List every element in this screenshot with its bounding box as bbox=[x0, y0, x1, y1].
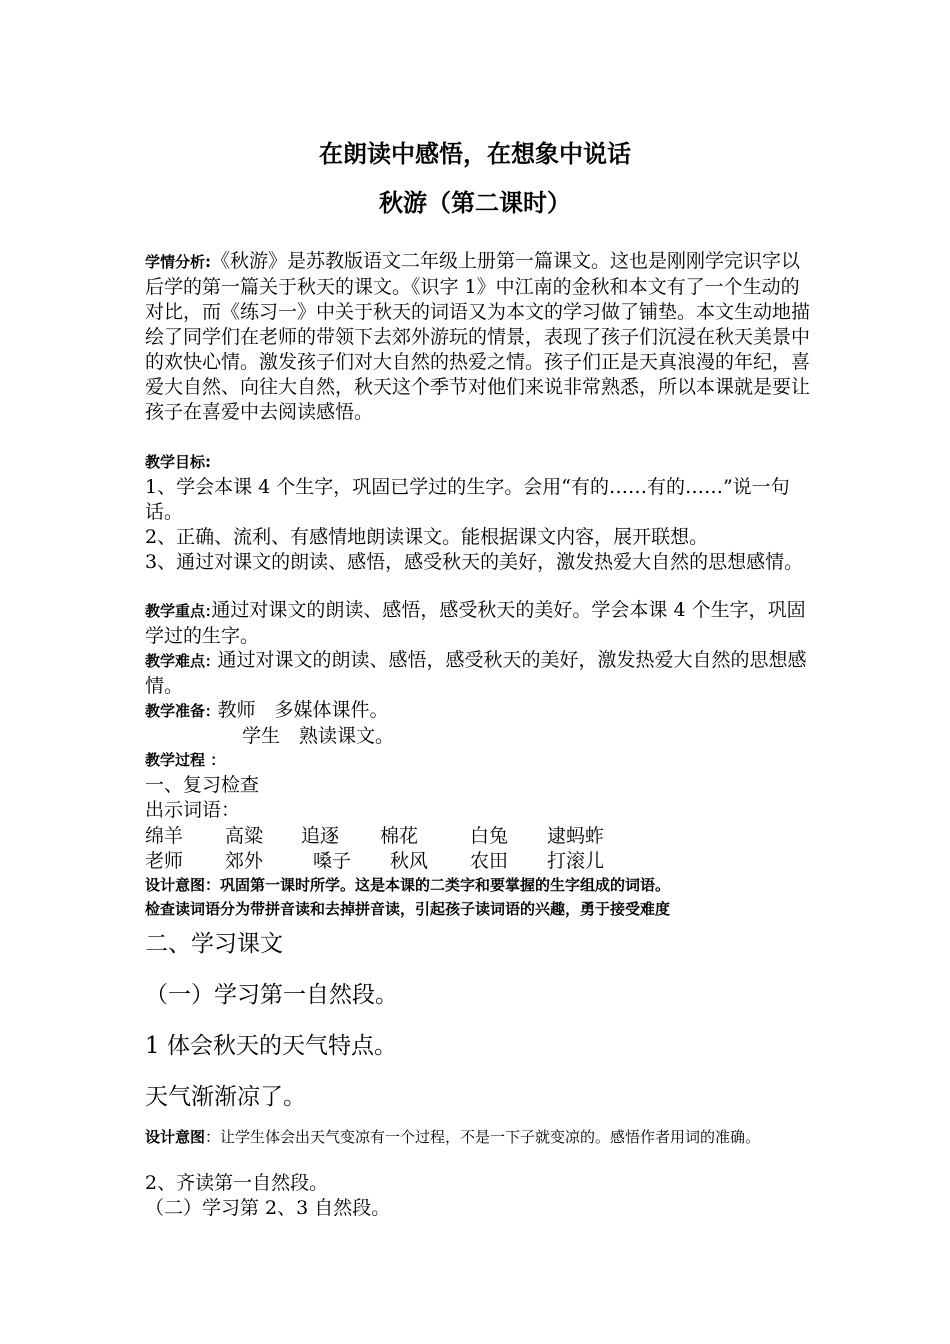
word: 棉花 bbox=[380, 825, 419, 847]
word: 老师 bbox=[145, 850, 184, 872]
word: 逮蚂蚱 bbox=[547, 825, 605, 847]
preparation-line1: : 教师 多媒体课件。 bbox=[205, 699, 389, 721]
design-intent-2-text: ：让学生体会出天气变凉有一个过程，不是一下子就变凉的。感悟作者用词的准确。 bbox=[205, 1128, 761, 1146]
analysis-text: 《秋游》是苏教版语文二年级上册第一篇课文。这也是刚刚学完识字以后学的第一篇关于秋天的课文。《识字 1》中江南的金秋和本文有了一个生动的对比，而《练习一》中关于秋天的词语又为本文的学习做了铺垫。本文生动地描绘了同学们在老师的带领下去郊外游玩的情景，表现了孩子们沉浸在秋天美景中的欢快心情。激发孩子们对大自然的热爱之情。孩子们正是天真浪漫的年纪，喜爱大自然、向往大自然，秋天这个季节对他们来说非常熟悉，所以本课就是要让孩子在喜爱中去阅读感悟。 bbox=[145, 250, 811, 423]
word: 高粱 bbox=[225, 825, 264, 847]
word: 打滚儿 bbox=[547, 850, 605, 872]
word: 秋风 bbox=[390, 850, 429, 872]
goals-label: 教学目标: bbox=[145, 453, 211, 471]
show-words-label: 出示词语： bbox=[145, 799, 241, 821]
process-label: 教学过程 ： bbox=[145, 751, 226, 769]
goals-section bbox=[145, 450, 810, 575]
word: 嗓子 bbox=[313, 850, 352, 872]
para1-title: （一）学习第一自然段。 bbox=[145, 982, 398, 1008]
design-intent-1-line1: 设计意图：巩固第一课时所学。这是本课的二类字和要掌握的生字组成的词语。 bbox=[145, 876, 671, 894]
goal-item-1: 1、学会本课 4 个生字，巩固已学过的生字。会用“有的……有的……”说一句话。 bbox=[145, 476, 790, 523]
review-title: 一、复习检查 bbox=[145, 774, 260, 796]
design-intent-2 bbox=[145, 1124, 810, 1150]
key-point-text: :通过对课文的朗读、感悟，感受秋天的美好。学会本课 4 个生字，巩固学过的生字。 bbox=[145, 599, 806, 647]
word: 农田 bbox=[470, 850, 509, 872]
word: 白兔 bbox=[470, 825, 509, 847]
learn-title: 二、学习课文 bbox=[145, 931, 283, 957]
process-section bbox=[145, 748, 810, 823]
words-row-1 bbox=[145, 821, 810, 846]
preparation-section bbox=[145, 698, 810, 749]
para2-title: （二）学习第 2、3 自然段。 bbox=[145, 1197, 391, 1219]
weather-text: 天气渐渐凉了。 bbox=[145, 1084, 306, 1110]
difficulty-text: : 通过对课文的朗读、感悟，感受秋天的美好，激发热爱大自然的思想感情。 bbox=[145, 649, 807, 697]
design-intent-2-label: 设计意图 bbox=[145, 1128, 206, 1146]
design-intent-1-line2: 检查读词语分为带拼音读和去掉拼音读，引起孩子读词语的兴趣，勇于接受难度 bbox=[145, 900, 671, 918]
word: 郊外 bbox=[225, 850, 264, 872]
preparation-line2: 学生 熟读课文。 bbox=[242, 725, 395, 747]
preparation-label: 教学准备 bbox=[145, 702, 206, 720]
key-point-label: 教学重点 bbox=[145, 602, 206, 620]
goal-item-2: 2、正确、流利、有感情地朗读课文。能根据课文内容，展开联想。 bbox=[145, 526, 709, 548]
key-point-section bbox=[145, 598, 810, 649]
analysis-label: 学情分析: bbox=[145, 253, 211, 271]
difficulty-label: 教学难点 bbox=[145, 652, 206, 670]
step2: 2、齐读第一自然段。 bbox=[145, 1172, 329, 1194]
step1: 1 体会秋天的天气特点。 bbox=[145, 1033, 397, 1059]
goal-item-3: 3、通过对课文的朗读、感悟，感受秋天的美好，激发热爱大自然的思想感情。 bbox=[145, 551, 804, 573]
difficulty-section bbox=[145, 648, 810, 699]
words-row-2 bbox=[145, 846, 810, 871]
document-title: 在朗读中感悟，在想象中说话 bbox=[319, 140, 631, 168]
analysis-section bbox=[145, 249, 810, 425]
document-subtitle: 秋游（第二课时） bbox=[379, 189, 571, 217]
design-intent-1 bbox=[145, 873, 810, 921]
word: 追逐 bbox=[301, 825, 340, 847]
word: 绵羊 bbox=[145, 825, 184, 847]
